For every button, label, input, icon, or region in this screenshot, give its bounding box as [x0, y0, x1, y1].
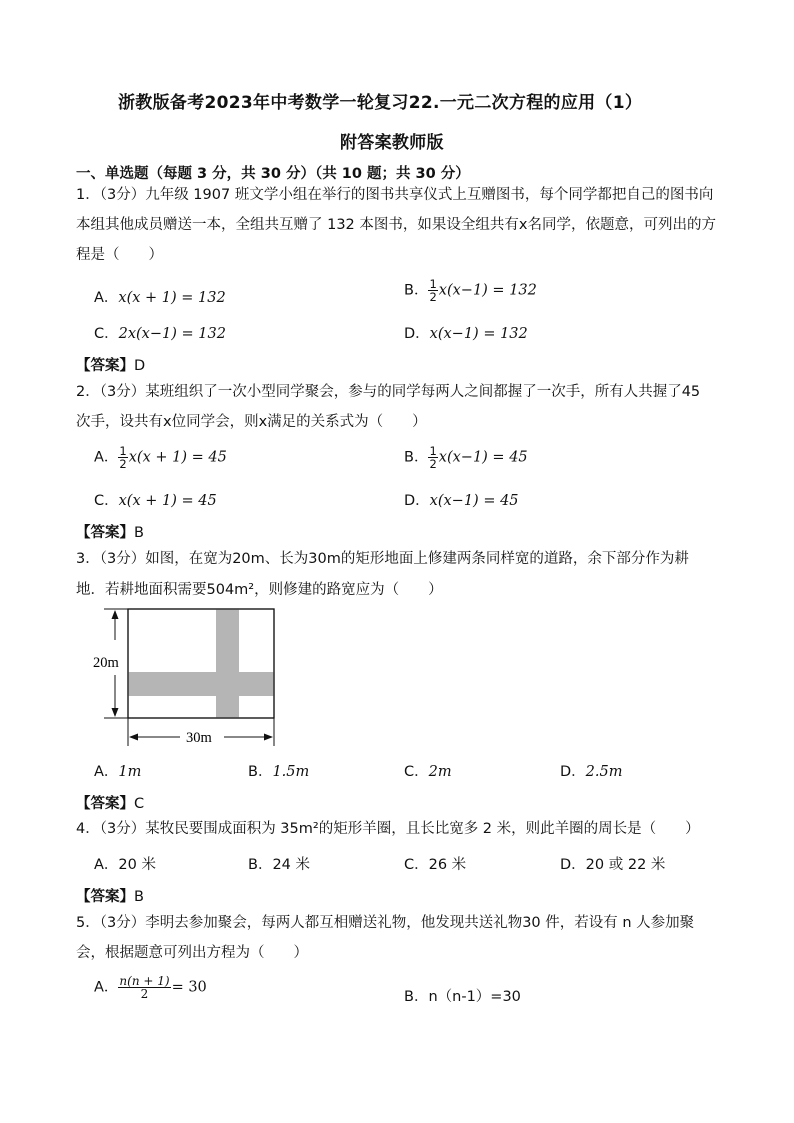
- option-text: 20 米: [118, 857, 156, 873]
- option-letter: A．: [94, 979, 119, 996]
- question-1-stem-line-1: 1．（3分）九年级 1907 班文学小组在举行的图书共享仪式上互赠图书，每个同学都把自己的图书向: [76, 187, 714, 203]
- answer-value: B: [134, 525, 144, 541]
- fraction-numerator: n(n + 1): [119, 974, 170, 988]
- question-1-option-c: [94, 322, 226, 343]
- fraction: [118, 975, 170, 1000]
- option-letter: A．: [94, 764, 119, 780]
- option-letter: B．: [248, 764, 273, 780]
- question-4-stem-line-1: 4．（3分）某牧民要围成面积为 35m²的矩形羊圈，且长比宽多 2 米，则此羊圈的周长是（ ）: [76, 821, 700, 837]
- option-text: n（n-1）=30: [428, 989, 521, 1005]
- answer-label: 【答案】: [76, 358, 134, 374]
- fraction: [428, 278, 437, 303]
- option-letter: B．: [404, 989, 429, 1005]
- option-expression: x(x−1) = 132: [429, 326, 528, 342]
- option-letter: B．: [248, 857, 273, 873]
- question-4-answer: [76, 885, 144, 906]
- arrowhead-right: [264, 734, 273, 741]
- fraction-denominator: 2: [119, 457, 127, 471]
- option-letter: D．: [560, 857, 586, 873]
- question-2-option-b: [404, 445, 528, 470]
- option-letter: B．: [404, 282, 429, 299]
- option-letter: C．: [404, 857, 429, 873]
- document-title-line2: 附答案教师版: [340, 133, 444, 153]
- option-letter: D．: [560, 764, 586, 780]
- option-letter: A．: [94, 449, 119, 466]
- arrowhead-left: [129, 734, 138, 741]
- question-2-stem-line-2: 次手，设共有x位同学会，则x满足的关系式为（ ）: [76, 414, 427, 430]
- option-text: 26 米: [428, 857, 467, 873]
- question-2-stem-line-1: 2．（3分）某班组织了一次小型同学聚会，参与的同学每两人之间都握了一次手，所有人共握了45: [76, 384, 701, 400]
- option-text: 24 米: [272, 857, 311, 873]
- fraction-numerator: 1: [119, 444, 127, 458]
- question-2-option-d: [404, 489, 519, 510]
- option-expression: 2.5m: [585, 764, 623, 780]
- option-expression: x(x−1) = 132: [438, 282, 537, 299]
- option-expression: 2x(x−1) = 132: [118, 326, 226, 342]
- option-expression: x(x−1) = 45: [429, 493, 519, 509]
- question-2-option-a: [94, 445, 227, 470]
- question-3-option-c: [404, 760, 452, 781]
- question-3-stem-line-1: 3．（3分）如图，在宽为20m、长为30m的矩形地面上修建两条同样宽的道路，余下部分作为耕: [76, 551, 689, 567]
- answer-label: 【答案】: [76, 525, 134, 541]
- option-expression: = 30: [171, 979, 207, 996]
- option-expression: x(x−1) = 45: [438, 449, 528, 466]
- arrowhead-up: [112, 610, 119, 619]
- answer-value: B: [134, 889, 144, 905]
- question-3-figure: [90, 600, 290, 750]
- question-5-stem-line-1: 5．（3分）李明去参加聚会，每两人都互相赠送礼物，他发现共送礼物30 件，若设有 n 人参加聚: [76, 915, 695, 931]
- fraction-denominator: 2: [140, 987, 149, 1001]
- question-2-option-c: [94, 489, 217, 510]
- option-text: 20 或 22 米: [585, 857, 666, 873]
- question-1-option-b: [404, 278, 537, 303]
- fraction: [428, 445, 437, 470]
- question-4-option-c: [404, 853, 466, 874]
- fraction: [118, 445, 127, 470]
- fraction-denominator: 2: [429, 290, 437, 304]
- question-3-answer: [76, 792, 144, 813]
- option-letter: C．: [94, 493, 119, 509]
- option-letter: C．: [404, 764, 429, 780]
- arrowhead-down: [112, 708, 119, 717]
- question-1-stem-line-3: 程是（ ）: [76, 247, 163, 263]
- question-3-option-a: [94, 760, 141, 781]
- fraction-denominator: 2: [429, 457, 437, 471]
- question-3-stem-line-2: 地．若耕地面积需要504m²，则修建的路宽应为（ ）: [76, 582, 443, 598]
- question-4-option-d: [560, 853, 665, 874]
- answer-value: C: [134, 796, 145, 812]
- question-1-answer: [76, 354, 145, 375]
- horizontal-road: [128, 672, 274, 696]
- width-label: 30m: [186, 730, 212, 746]
- question-1-option-d: [404, 322, 528, 343]
- field-rectangle: [128, 609, 274, 718]
- option-letter: C．: [94, 326, 119, 342]
- option-expression: x(x + 1) = 45: [128, 449, 227, 466]
- answer-label: 【答案】: [76, 889, 134, 905]
- question-5-option-b: [404, 985, 521, 1006]
- question-5-stem-line-2: 会，根据题意可列出方程为（ ）: [76, 945, 308, 961]
- fraction-numerator: 1: [429, 444, 437, 458]
- question-2-answer: [76, 521, 144, 542]
- option-expression: 1.5m: [272, 764, 310, 780]
- question-5-option-a: [94, 975, 207, 1000]
- option-letter: A．: [94, 290, 119, 306]
- answer-value: D: [134, 358, 146, 374]
- option-letter: A．: [94, 857, 119, 873]
- option-letter: D．: [404, 326, 430, 342]
- question-1-option-a: [94, 286, 226, 307]
- section-heading: 一、单选题（每题 3 分，共 30 分）（共 10 题；共 30 分）: [76, 166, 470, 182]
- option-expression: x(x + 1) = 132: [118, 290, 226, 306]
- fraction-numerator: 1: [429, 277, 437, 291]
- height-label: 20m: [93, 655, 119, 671]
- question-1-stem-line-2: 本组其他成员赠送一本，全组共互赠了 132 本图书，如果设全组共有x名同学，依题意，可列出的方: [76, 217, 716, 233]
- question-4-option-b: [248, 853, 310, 874]
- document-title-line1: 浙教版备考2023年中考数学一轮复习22.一元二次方程的应用（1）: [118, 93, 643, 113]
- option-expression: x(x + 1) = 45: [118, 493, 217, 509]
- option-expression: 2m: [428, 764, 452, 780]
- answer-label: 【答案】: [76, 796, 134, 812]
- question-3-option-d: [560, 760, 622, 781]
- option-expression: 1m: [118, 764, 142, 780]
- vertical-road: [216, 609, 239, 718]
- question-4-option-a: [94, 853, 156, 874]
- question-3-option-b: [248, 760, 309, 781]
- option-letter: D．: [404, 493, 430, 509]
- option-letter: B．: [404, 449, 429, 466]
